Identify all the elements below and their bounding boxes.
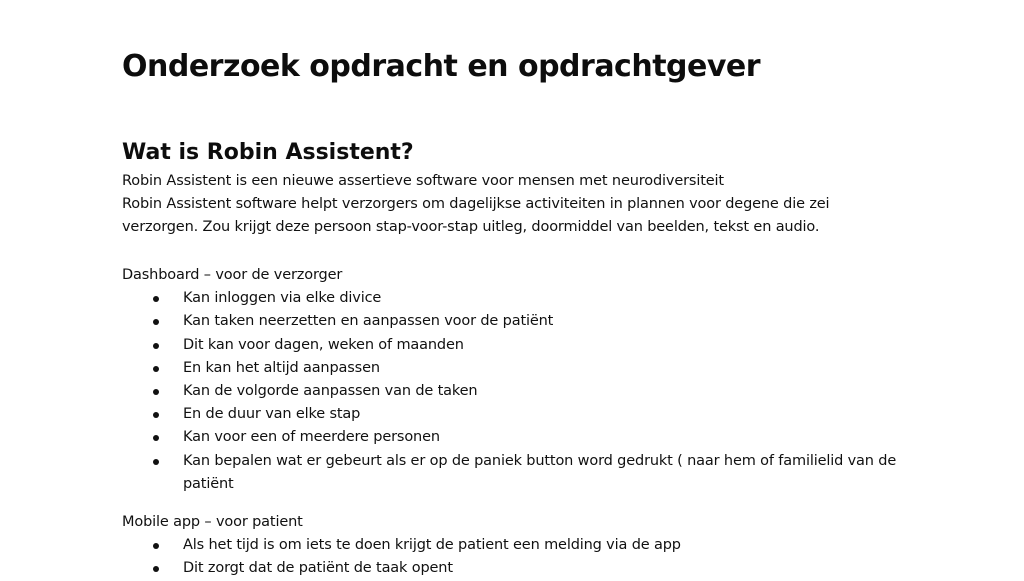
mobile-list [122, 534, 982, 580]
intro-line: verzorgen. Zou krijgt deze persoon stap-voor-stap uitleg, doormiddel van beelden, tekst en audio. [122, 219, 820, 236]
list-item [122, 557, 923, 580]
bullet-icon [153, 296, 159, 302]
document-title: Onderzoek opdracht en opdrachtgever [122, 49, 761, 84]
bullet-icon [153, 389, 159, 395]
list-item-text: Kan voor een of meerdere personen [183, 429, 440, 446]
list-item [122, 310, 923, 333]
dashboard-list [122, 287, 982, 496]
list-item [122, 287, 923, 310]
bullet-icon [153, 566, 159, 572]
bullet-icon [153, 435, 159, 441]
mobile-section [122, 511, 982, 581]
bullet-icon [153, 319, 159, 325]
list-item [122, 426, 923, 449]
list-item [122, 534, 923, 557]
list-item-text: Kan inloggen via elke divice [183, 290, 382, 307]
list-item [122, 357, 923, 380]
bullet-icon [153, 543, 159, 549]
list-item-text: Dit kan voor dagen, weken of maanden [183, 336, 464, 353]
bullet-icon [153, 343, 159, 349]
list-item-text: Dit zorgt dat de patiënt de taak opent [183, 560, 453, 577]
list-item [122, 334, 923, 357]
list-item [122, 450, 923, 496]
list-item-text: Als het tijd is om iets te doen krijgt de patient een melding via de app [183, 537, 681, 554]
intro-line: Robin Assistent is een nieuwe assertieve software voor mensen met neurodiversiteit [122, 173, 724, 189]
dashboard-section [122, 264, 982, 496]
intro-line: Robin Assistent software helpt verzorgers om dagelijkse activiteiten in plannen voor degene die zei [122, 196, 830, 213]
list-item [122, 403, 923, 426]
mobile-title: Mobile app – voor patient [122, 514, 303, 530]
bullet-icon [153, 412, 159, 418]
bullet-icon [153, 459, 159, 465]
list-item-text: En kan het altijd aanpassen [183, 359, 380, 376]
section-heading: Wat is Robin Assistent? [122, 140, 414, 165]
list-item-text: En de duur van elke stap [183, 406, 361, 423]
list-item-text: Kan taken neerzetten en aanpassen voor de patiënt [183, 313, 554, 330]
bullet-icon [153, 366, 159, 372]
list-item-text: Kan de volgorde aanpassen van de taken [183, 383, 478, 400]
list-item-text: Kan bepalen wat er gebeurt als er op de paniek button word gedrukt ( naar hem of familielid van de patiënt [183, 452, 897, 492]
dashboard-title: Dashboard – voor de verzorger [122, 267, 343, 283]
intro-paragraph [122, 170, 982, 240]
list-item [122, 380, 923, 403]
